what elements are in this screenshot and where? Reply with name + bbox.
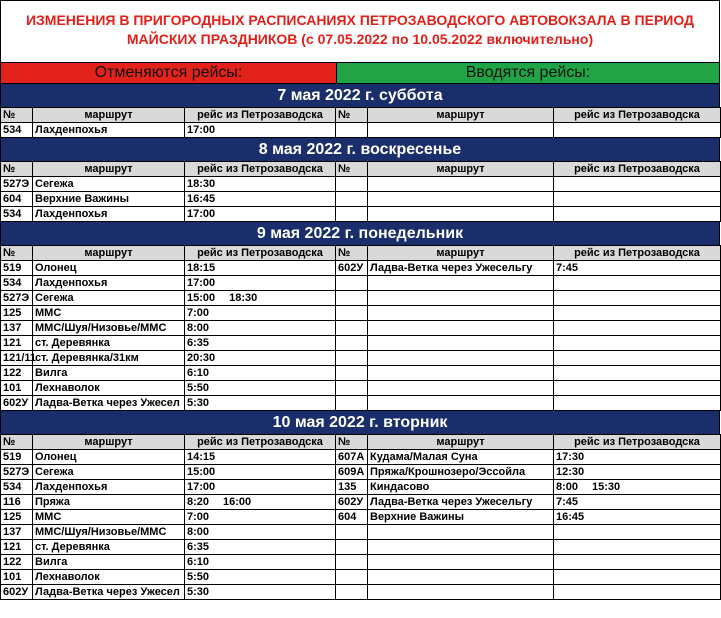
added-departure-time <box>554 525 721 540</box>
cancelled-departure-time <box>185 336 336 351</box>
time-value: 5:30 <box>187 586 210 598</box>
cancelled-route-name: Лехнаволок <box>33 381 185 396</box>
cancelled-section-label: Отменяются рейсы: <box>1 63 337 83</box>
cancelled-route-name: ММС <box>33 510 185 525</box>
cancelled-departure-time <box>185 495 336 510</box>
table-row <box>1 450 721 465</box>
day-header: 7 мая 2022 г. суббота <box>0 84 720 107</box>
added-route-number <box>336 585 368 600</box>
column-header-trip: рейс из Петрозаводска <box>185 435 336 450</box>
added-route-name: Пряжа/Крошнозеро/Эссойла <box>368 465 554 480</box>
added-route-name <box>368 381 554 396</box>
column-header-route: маршрут <box>368 162 554 177</box>
added-departure-time <box>554 192 721 207</box>
table-row <box>1 465 721 480</box>
cancelled-departure-time <box>185 291 336 306</box>
added-departure-time <box>554 495 721 510</box>
added-departure-time <box>554 396 721 411</box>
column-header-num: № <box>1 435 33 450</box>
added-route-name <box>368 540 554 555</box>
time-value: 8:00 <box>187 526 210 538</box>
day-schedule-table <box>0 107 721 138</box>
time-value-second: 18:30 <box>229 292 258 304</box>
time-value: 20:30 <box>187 352 216 364</box>
added-departure-time <box>554 207 721 222</box>
cancelled-departure-time <box>185 261 336 276</box>
column-header-route: маршрут <box>33 246 185 261</box>
column-header-trip: рейс из Петрозаводска <box>554 162 721 177</box>
cancelled-route-name: ММС <box>33 306 185 321</box>
added-route-number <box>336 396 368 411</box>
cancelled-route-name: Ладва-Ветка через Ужесел <box>33 396 185 411</box>
page-title <box>0 0 720 62</box>
cancelled-route-number: 121 <box>1 540 33 555</box>
section-bar <box>0 62 720 84</box>
added-route-number <box>336 192 368 207</box>
cancelled-route-number: 534 <box>1 207 33 222</box>
time-value: 15:00 <box>187 466 216 478</box>
added-route-name: Верхние Важины <box>368 510 554 525</box>
time-value: 17:00 <box>187 208 216 220</box>
added-departure-time <box>554 261 721 276</box>
column-header-num: № <box>1 108 33 123</box>
cancelled-departure-time <box>185 207 336 222</box>
column-header-row <box>1 162 721 177</box>
added-route-name: Кудама/Малая Суна <box>368 450 554 465</box>
cancelled-route-name: Лахденпохья <box>33 123 185 138</box>
cancelled-route-number: 534 <box>1 123 33 138</box>
time-value-second: 16:00 <box>223 496 252 508</box>
table-row <box>1 207 721 222</box>
added-departure-time <box>554 336 721 351</box>
cancelled-route-name: Вилга <box>33 366 185 381</box>
added-route-number <box>336 555 368 570</box>
cancelled-departure-time <box>185 123 336 138</box>
table-row <box>1 495 721 510</box>
time-value: 5:50 <box>187 382 210 394</box>
column-header-route: маршрут <box>33 162 185 177</box>
cancelled-departure-time <box>185 306 336 321</box>
cancelled-departure-time <box>185 321 336 336</box>
column-header-trip: рейс из Петрозаводска <box>185 246 336 261</box>
cancelled-departure-time <box>185 570 336 585</box>
added-route-name: Ладва-Ветка через Ужесельгу <box>368 261 554 276</box>
time-value: 7:00 <box>187 511 210 523</box>
cancelled-route-name: Лахденпохья <box>33 276 185 291</box>
cancelled-route-number: 534 <box>1 480 33 495</box>
table-row <box>1 510 721 525</box>
time-value: 15:00 <box>187 292 216 304</box>
cancelled-route-number: 125 <box>1 306 33 321</box>
added-departure-time <box>554 276 721 291</box>
column-header-trip: рейс из Петрозаводска <box>185 108 336 123</box>
column-header-num: № <box>1 246 33 261</box>
added-route-name <box>368 351 554 366</box>
time-value: 16:45 <box>187 193 216 205</box>
day-schedule-table <box>0 161 721 222</box>
cancelled-departure-time <box>185 450 336 465</box>
added-departure-time <box>554 381 721 396</box>
added-route-number: 609А <box>336 465 368 480</box>
added-route-name <box>368 291 554 306</box>
time-value: 12:30 <box>556 466 585 478</box>
table-row <box>1 261 721 276</box>
cancelled-route-name: Вилга <box>33 555 185 570</box>
time-value: 6:10 <box>187 556 210 568</box>
table-row <box>1 366 721 381</box>
cancelled-route-number: 137 <box>1 525 33 540</box>
cancelled-departure-time <box>185 480 336 495</box>
time-value-second: 15:30 <box>592 481 621 493</box>
cancelled-route-name: Лехнаволок <box>33 570 185 585</box>
added-route-number <box>336 291 368 306</box>
added-route-number: 604 <box>336 510 368 525</box>
added-route-number <box>336 306 368 321</box>
time-value: 14:15 <box>187 451 216 463</box>
added-departure-time <box>554 366 721 381</box>
column-header-route: маршрут <box>368 108 554 123</box>
time-value: 5:30 <box>187 397 210 409</box>
cancelled-departure-time <box>185 585 336 600</box>
table-row <box>1 351 721 366</box>
day-schedule-table <box>0 434 721 600</box>
table-row <box>1 570 721 585</box>
cancelled-route-name: Лахденпохья <box>33 480 185 495</box>
cancelled-departure-time <box>185 177 336 192</box>
cancelled-departure-time <box>185 396 336 411</box>
table-row <box>1 306 721 321</box>
table-row <box>1 291 721 306</box>
day-header: 10 мая 2022 г. вторник <box>0 411 720 434</box>
column-header-row <box>1 246 721 261</box>
added-departure-time <box>554 585 721 600</box>
added-departure-time <box>554 555 721 570</box>
added-departure-time <box>554 510 721 525</box>
column-header-route: маршрут <box>368 246 554 261</box>
cancelled-departure-time <box>185 525 336 540</box>
column-header-route: маршрут <box>33 108 185 123</box>
added-route-number <box>336 207 368 222</box>
cancelled-route-number: 122 <box>1 555 33 570</box>
added-route-number <box>336 177 368 192</box>
added-departure-time <box>554 291 721 306</box>
added-departure-time <box>554 570 721 585</box>
cancelled-route-number: 519 <box>1 450 33 465</box>
cancelled-route-number: 534 <box>1 276 33 291</box>
added-route-name <box>368 306 554 321</box>
cancelled-route-name: Олонец <box>33 450 185 465</box>
time-value: 17:00 <box>187 124 216 136</box>
day-header: 9 мая 2022 г. понедельник <box>0 222 720 245</box>
cancelled-route-number: 604 <box>1 192 33 207</box>
cancelled-route-name: Сегежа <box>33 177 185 192</box>
cancelled-route-number: 121/11 <box>1 351 33 366</box>
added-departure-time <box>554 351 721 366</box>
added-route-number <box>336 351 368 366</box>
cancelled-route-number: 101 <box>1 570 33 585</box>
added-route-name <box>368 570 554 585</box>
title-line-2: МАЙСКИХ ПРАЗДНИКОВ (с 07.05.2022 по 10.05.2022 включительно) <box>126 31 594 47</box>
cancelled-route-number: 122 <box>1 366 33 381</box>
time-value: 18:15 <box>187 262 216 274</box>
cancelled-route-name: Сегежа <box>33 465 185 480</box>
added-route-number <box>336 321 368 336</box>
column-header-trip: рейс из Петрозаводска <box>554 435 721 450</box>
added-route-number <box>336 276 368 291</box>
column-header-row <box>1 435 721 450</box>
table-row <box>1 585 721 600</box>
added-departure-time <box>554 465 721 480</box>
added-route-number <box>336 570 368 585</box>
table-row <box>1 480 721 495</box>
time-value: 6:35 <box>187 337 210 349</box>
time-value: 8:00 <box>556 481 579 493</box>
day-header: 8 мая 2022 г. воскресенье <box>0 138 720 161</box>
cancelled-route-number: 125 <box>1 510 33 525</box>
column-header-num: № <box>1 162 33 177</box>
cancelled-route-name: Сегежа <box>33 291 185 306</box>
title-line-1: ИЗМЕНЕНИЯ В ПРИГОРОДНЫХ РАСПИСАНИЯХ ПЕТРОЗАВОДСКОГО АВТОВОКЗАЛА В ПЕРИОД <box>25 12 695 28</box>
column-header-row <box>1 108 721 123</box>
cancelled-route-number: 602У <box>1 396 33 411</box>
added-route-name <box>368 555 554 570</box>
added-route-name <box>368 336 554 351</box>
cancelled-route-number: 101 <box>1 381 33 396</box>
added-route-name <box>368 192 554 207</box>
column-header-num: № <box>336 246 368 261</box>
cancelled-departure-time <box>185 381 336 396</box>
added-departure-time <box>554 480 721 495</box>
added-departure-time <box>554 450 721 465</box>
time-value: 17:00 <box>187 481 216 493</box>
cancelled-route-number: 527Э <box>1 177 33 192</box>
cancelled-departure-time <box>185 540 336 555</box>
time-value: 17:30 <box>556 451 585 463</box>
added-route-number <box>336 366 368 381</box>
table-row <box>1 321 721 336</box>
cancelled-route-name: Ладва-Ветка через Ужесел <box>33 585 185 600</box>
added-route-name <box>368 396 554 411</box>
added-route-name <box>368 123 554 138</box>
added-departure-time <box>554 306 721 321</box>
column-header-num: № <box>336 162 368 177</box>
time-value: 17:00 <box>187 277 216 289</box>
added-route-name <box>368 177 554 192</box>
table-row <box>1 192 721 207</box>
cancelled-route-number: 602У <box>1 585 33 600</box>
time-value: 7:45 <box>556 262 579 274</box>
column-header-route: маршрут <box>368 435 554 450</box>
cancelled-departure-time <box>185 510 336 525</box>
column-header-route: маршрут <box>33 435 185 450</box>
cancelled-departure-time <box>185 351 336 366</box>
table-row <box>1 540 721 555</box>
cancelled-route-name: Верхние Важины <box>33 192 185 207</box>
added-route-number <box>336 381 368 396</box>
table-row <box>1 396 721 411</box>
column-header-num: № <box>336 108 368 123</box>
cancelled-route-number: 527Э <box>1 465 33 480</box>
time-value: 6:10 <box>187 367 210 379</box>
cancelled-route-name: Лахденпохья <box>33 207 185 222</box>
added-route-number <box>336 525 368 540</box>
cancelled-route-name: ст. Деревянка <box>33 540 185 555</box>
time-value: 18:30 <box>187 178 216 190</box>
added-route-name <box>368 366 554 381</box>
column-header-num: № <box>336 435 368 450</box>
time-value: 7:45 <box>556 496 579 508</box>
cancelled-route-name: Пряжа <box>33 495 185 510</box>
table-row <box>1 381 721 396</box>
added-route-number <box>336 336 368 351</box>
cancelled-route-name: ст. Деревянка/31км <box>33 351 185 366</box>
added-route-name <box>368 525 554 540</box>
time-value: 16:45 <box>556 511 585 523</box>
added-route-name <box>368 585 554 600</box>
column-header-trip: рейс из Петрозаводска <box>554 246 721 261</box>
added-route-name: Киндасово <box>368 480 554 495</box>
day-schedule-table <box>0 245 721 411</box>
added-route-number: 607А <box>336 450 368 465</box>
cancelled-route-number: 527Э <box>1 291 33 306</box>
added-departure-time <box>554 540 721 555</box>
column-header-trip: рейс из Петрозаводска <box>554 108 721 123</box>
added-route-number: 602У <box>336 261 368 276</box>
added-departure-time <box>554 123 721 138</box>
added-route-number: 602У <box>336 495 368 510</box>
table-row <box>1 555 721 570</box>
cancelled-route-number: 519 <box>1 261 33 276</box>
cancelled-departure-time <box>185 555 336 570</box>
cancelled-departure-time <box>185 366 336 381</box>
table-row <box>1 177 721 192</box>
cancelled-route-name: ст. Деревянка <box>33 336 185 351</box>
table-row <box>1 525 721 540</box>
schedule-days <box>0 84 720 600</box>
column-header-trip: рейс из Петрозаводска <box>185 162 336 177</box>
cancelled-route-number: 116 <box>1 495 33 510</box>
added-section-label: Вводятся рейсы: <box>337 63 719 83</box>
table-row <box>1 276 721 291</box>
time-value: 7:00 <box>187 307 210 319</box>
table-row <box>1 123 721 138</box>
added-route-name: Ладва-Ветка через Ужесельгу <box>368 495 554 510</box>
cancelled-departure-time <box>185 465 336 480</box>
cancelled-departure-time <box>185 192 336 207</box>
added-route-number: 135 <box>336 480 368 495</box>
cancelled-route-number: 137 <box>1 321 33 336</box>
cancelled-route-name: Олонец <box>33 261 185 276</box>
added-departure-time <box>554 177 721 192</box>
time-value: 8:20 <box>187 496 210 508</box>
added-departure-time <box>554 321 721 336</box>
added-route-name <box>368 207 554 222</box>
time-value: 8:00 <box>187 322 210 334</box>
cancelled-departure-time <box>185 276 336 291</box>
time-value: 5:50 <box>187 571 210 583</box>
cancelled-route-name: ММС/Шуя/Низовье/ММС <box>33 321 185 336</box>
table-row <box>1 336 721 351</box>
added-route-name <box>368 321 554 336</box>
time-value: 6:35 <box>187 541 210 553</box>
cancelled-route-number: 121 <box>1 336 33 351</box>
added-route-number <box>336 123 368 138</box>
added-route-name <box>368 276 554 291</box>
cancelled-route-name: ММС/Шуя/Низовье/ММС <box>33 525 185 540</box>
added-route-number <box>336 540 368 555</box>
